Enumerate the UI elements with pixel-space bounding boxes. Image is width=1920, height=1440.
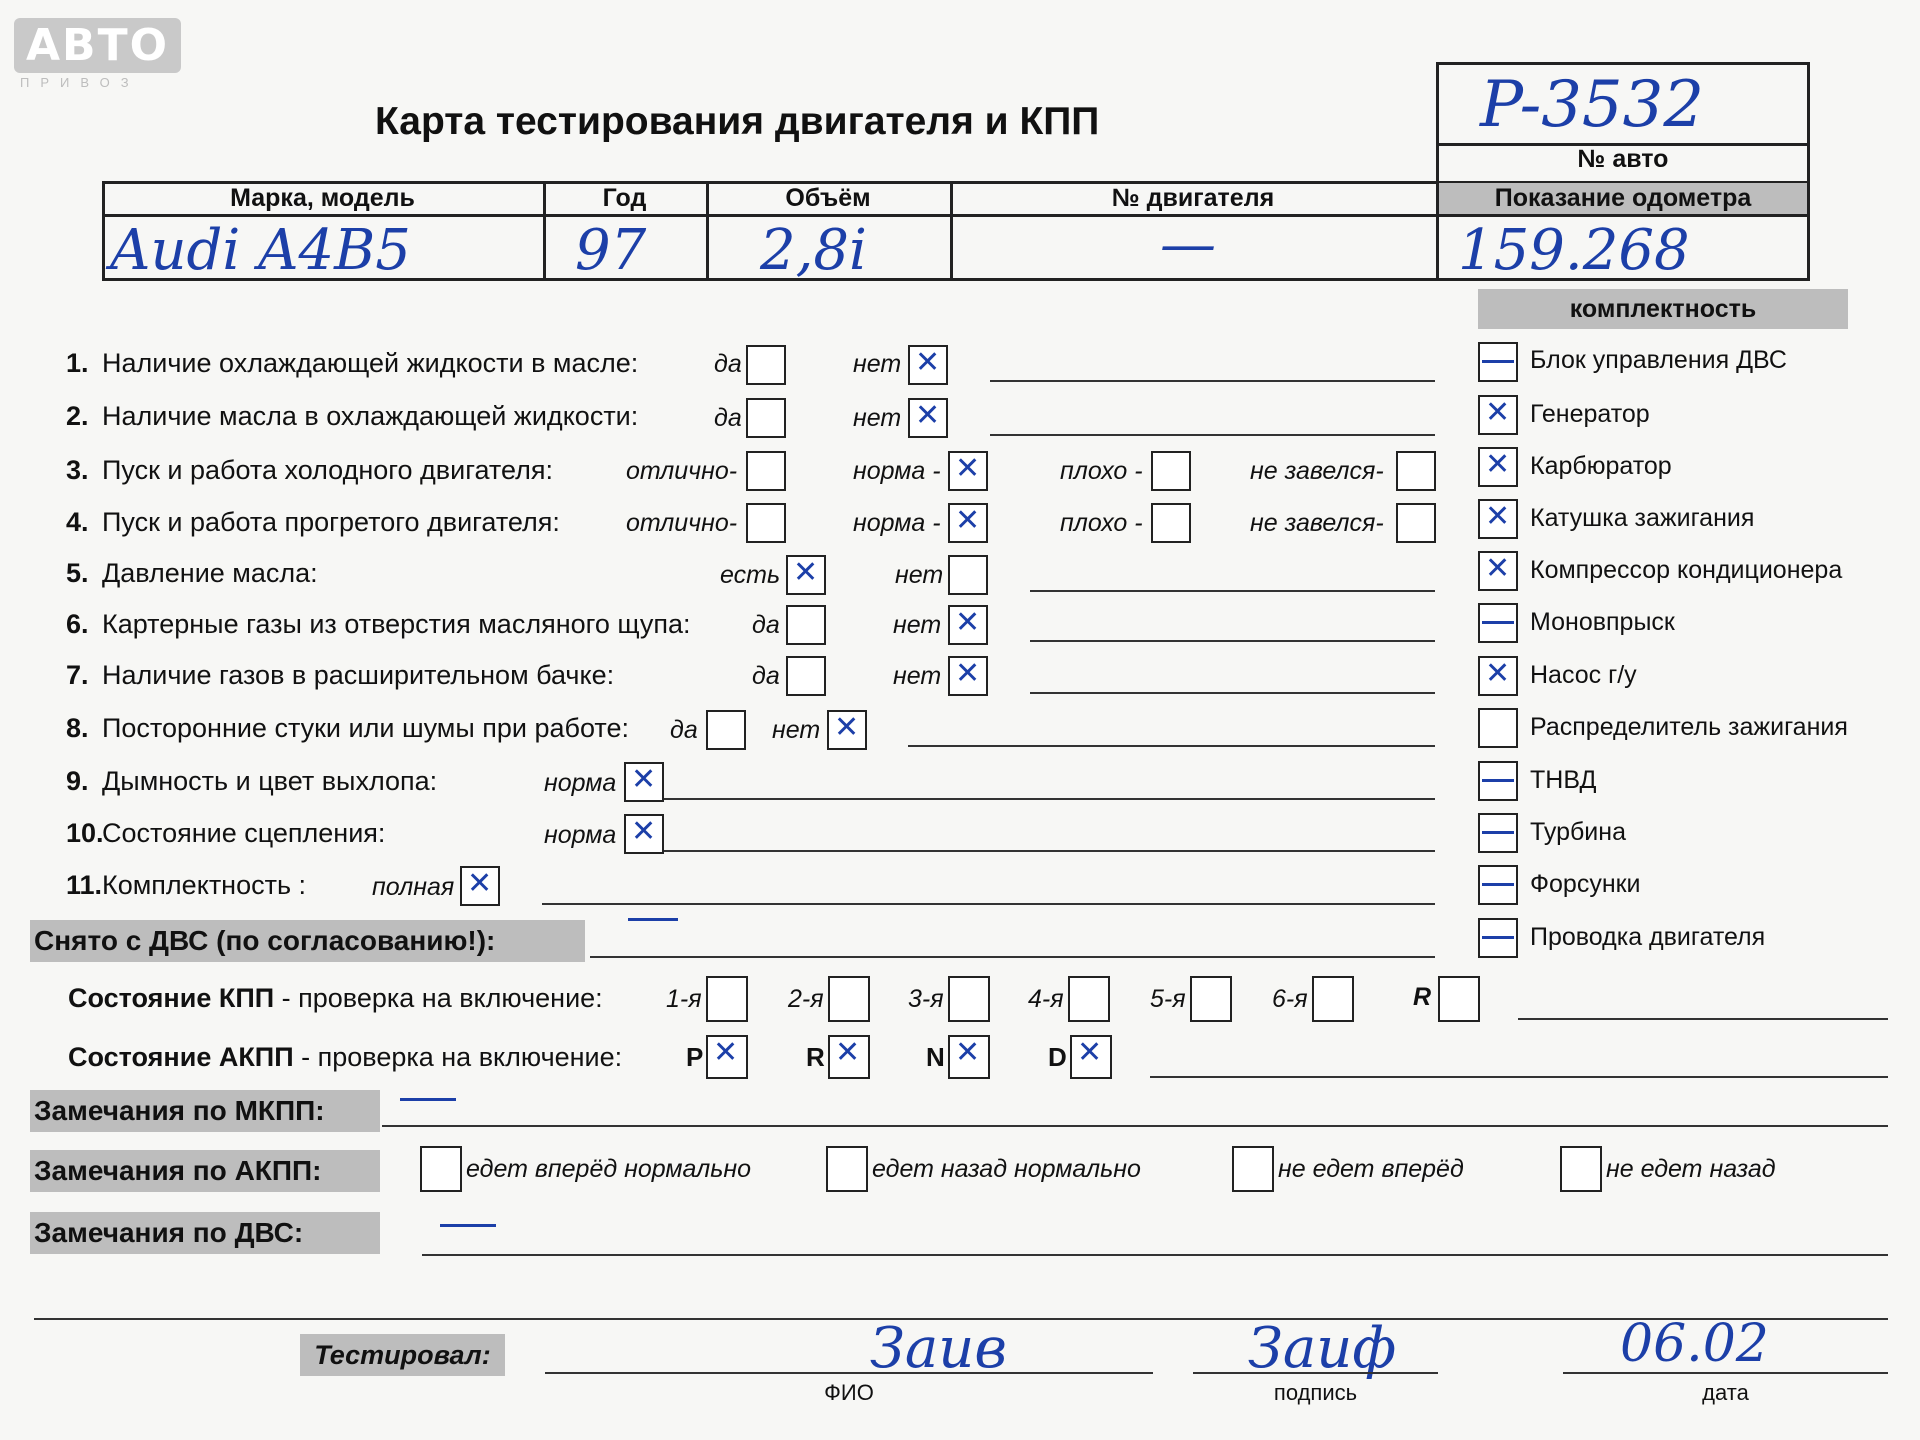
question-6: 6. Картерные газы из отверстия масляного щупа:	[66, 609, 691, 639]
sign-caption: подпись	[1273, 1380, 1358, 1405]
odometer-value: 159.268	[1458, 218, 1690, 283]
q3-bad-checkbox[interactable]	[1151, 451, 1191, 491]
logo-sub: ПРИВОЗ	[20, 75, 140, 90]
q7-opt-no: нет	[893, 662, 942, 690]
q8-opt-no: нет	[772, 716, 821, 744]
year-label: Год	[602, 184, 647, 212]
q8-yes-checkbox[interactable]	[706, 710, 746, 750]
q10-normal-checkbox[interactable]	[624, 814, 664, 854]
q1-yes-checkbox[interactable]	[746, 345, 786, 385]
akpp-r-checkbox[interactable]	[828, 1035, 870, 1079]
comp-distributor-checkbox[interactable]	[1478, 708, 1518, 748]
akpp-no-reverse-checkbox[interactable]	[1560, 1146, 1602, 1192]
q4-bad-checkbox[interactable]	[1151, 503, 1191, 543]
akpp-label: Состояние АКПП - проверка на включение:	[68, 1042, 623, 1072]
gear-5-checkbox[interactable]	[1190, 976, 1232, 1022]
q11-opt-full: полная	[372, 873, 455, 901]
fio-caption: ФИО	[824, 1380, 874, 1405]
comp-ac-compressor-label: Компрессор кондиционера	[1530, 556, 1843, 584]
tested-date: 06.02	[1620, 1314, 1769, 1374]
q9-normal-checkbox[interactable]	[624, 762, 664, 802]
date-caption: дата	[1702, 1380, 1749, 1405]
q8-opt-yes: да	[670, 716, 698, 744]
remarks-dvs-label: Замечания по ДВС:	[30, 1212, 380, 1254]
question-1: 1. Наличие охлаждающей жидкости в масле:	[66, 348, 639, 378]
akpp-reverse-ok-label: едет назад нормально	[872, 1155, 1141, 1183]
comp-injectors-checkbox[interactable]	[1478, 865, 1518, 905]
tested-signature: Заиф	[1248, 1316, 1397, 1381]
engine-number-value: —	[1160, 212, 1216, 277]
q1-opt-yes: да	[714, 350, 742, 378]
q3-opt-bad: плохо -	[1060, 457, 1143, 485]
akpp-r-label: R	[806, 1042, 825, 1072]
akpp-no-forward-label: не едет вперёд	[1278, 1155, 1464, 1183]
gear-4-label: 4-я	[1028, 985, 1064, 1013]
akpp-forward-ok-label: едет вперёд нормально	[466, 1155, 752, 1183]
q2-opt-yes: да	[714, 404, 742, 432]
question-9: 9. Дымность и цвет выхлопа:	[66, 766, 438, 796]
logo	[14, 18, 181, 90]
question-11: 11.Комплектность :	[66, 870, 307, 900]
q3-excellent-checkbox[interactable]	[746, 451, 786, 491]
gear-r-label: R	[1413, 983, 1432, 1011]
comp-tnvd-checkbox[interactable]	[1478, 761, 1518, 801]
q5-yes-checkbox[interactable]	[786, 555, 826, 595]
akpp-p-checkbox[interactable]	[706, 1035, 748, 1079]
make-label: Марка, модель	[230, 184, 415, 212]
q2-yes-checkbox[interactable]	[746, 398, 786, 438]
q7-no-checkbox[interactable]	[948, 656, 988, 696]
document-title: Карта тестирования двигателя и КПП	[375, 100, 1100, 143]
q2-no-checkbox[interactable]	[908, 398, 948, 438]
q6-no-checkbox[interactable]	[948, 605, 988, 645]
remarks-akpp-label: Замечания по АКПП:	[30, 1150, 380, 1192]
q7-opt-yes: да	[752, 662, 780, 690]
question-8: 8. Посторонние стуки или шумы при работе:	[66, 713, 629, 743]
comp-wiring-checkbox[interactable]	[1478, 918, 1518, 958]
comp-monoinjection-checkbox[interactable]	[1478, 603, 1518, 643]
logo-main: АВТО	[14, 18, 181, 73]
gear-2-checkbox[interactable]	[828, 976, 870, 1022]
kpp-label: Состояние КПП - проверка на включение:	[68, 983, 603, 1013]
tested-name: Заив	[870, 1316, 1007, 1381]
q9-opt-normal: норма	[544, 769, 617, 797]
gear-1-label: 1-я	[666, 985, 702, 1013]
q4-opt-normal: норма -	[853, 509, 941, 537]
comp-monoinjection-label: Моновпрыск	[1530, 608, 1675, 636]
akpp-p-label: P	[686, 1042, 704, 1072]
question-7: 7. Наличие газов в расширительном бачке:	[66, 660, 615, 690]
comp-coil-label: Катушка зажигания	[1530, 504, 1755, 532]
q3-normal-checkbox[interactable]	[948, 451, 988, 491]
question-3: 3. Пуск и работа холодного двигателя:	[66, 455, 553, 485]
gear-6-label: 6-я	[1272, 985, 1308, 1013]
q4-nostart-checkbox[interactable]	[1396, 503, 1436, 543]
remarks-mkpp-label: Замечания по МКПП:	[30, 1090, 380, 1132]
comp-generator-checkbox[interactable]	[1478, 395, 1518, 435]
comp-coil-checkbox[interactable]	[1478, 499, 1518, 539]
year-value: 97	[575, 218, 647, 283]
q4-normal-checkbox[interactable]	[948, 503, 988, 543]
akpp-d-label: D	[1048, 1042, 1067, 1072]
odometer-label: Показание одометра	[1494, 184, 1752, 212]
q4-excellent-checkbox[interactable]	[746, 503, 786, 543]
akpp-n-checkbox[interactable]	[948, 1035, 990, 1079]
gear-6-checkbox[interactable]	[1312, 976, 1354, 1022]
q1-opt-no: нет	[853, 350, 902, 378]
gear-4-checkbox[interactable]	[1068, 976, 1110, 1022]
comp-turbine-label: Турбина	[1530, 818, 1626, 846]
gear-r-checkbox[interactable]	[1438, 976, 1480, 1022]
q3-nostart-checkbox[interactable]	[1396, 451, 1436, 491]
q3-opt-normal: норма -	[853, 457, 941, 485]
gear-2-label: 2-я	[788, 985, 824, 1013]
gear-3-label: 3-я	[908, 985, 944, 1013]
tested-label: Тестировал:	[300, 1334, 505, 1376]
comp-generator-label: Генератор	[1530, 400, 1650, 428]
q8-no-checkbox[interactable]	[827, 710, 867, 750]
comp-ecu-label: Блок управления ДВС	[1530, 346, 1787, 374]
q4-opt-bad: плохо -	[1060, 509, 1143, 537]
question-2: 2. Наличие масла в охлаждающей жидкости:	[66, 401, 639, 431]
akpp-forward-ok-checkbox[interactable]	[420, 1146, 462, 1192]
engine-number-label: № двигателя	[1111, 184, 1275, 212]
q11-full-checkbox[interactable]	[460, 866, 500, 906]
akpp-no-forward-checkbox[interactable]	[1232, 1146, 1274, 1192]
q5-no-checkbox[interactable]	[948, 555, 988, 595]
q1-no-checkbox[interactable]	[908, 345, 948, 385]
akpp-no-reverse-label: не едет назад	[1606, 1155, 1776, 1183]
akpp-n-label: N	[926, 1042, 945, 1072]
q6-opt-yes: да	[752, 611, 780, 639]
q2-opt-no: нет	[853, 404, 902, 432]
akpp-d-checkbox[interactable]	[1070, 1035, 1112, 1079]
akpp-reverse-ok-checkbox[interactable]	[826, 1146, 868, 1192]
make-value: Audi A4B5	[110, 218, 411, 283]
q10-opt-normal: норма	[544, 821, 617, 849]
gear-5-label: 5-я	[1150, 985, 1186, 1013]
comp-turbine-checkbox[interactable]	[1478, 813, 1518, 853]
comp-injectors-label: Форсунки	[1530, 870, 1641, 898]
completeness-title: комплектность	[1478, 289, 1848, 329]
q4-opt-excellent: отлично-	[626, 509, 738, 537]
comp-distributor-label: Распределитель зажигания	[1530, 713, 1848, 741]
gear-3-checkbox[interactable]	[948, 976, 990, 1022]
comp-ps-pump-label: Насос г/у	[1530, 661, 1637, 689]
q3-opt-excellent: отлично-	[626, 457, 738, 485]
question-10: 10.Состояние сцепления:	[66, 818, 386, 848]
comp-carburetor-label: Карбюратор	[1530, 452, 1672, 480]
question-4: 4. Пуск и работа прогретого двигателя:	[66, 507, 560, 537]
q6-opt-no: нет	[893, 611, 942, 639]
q6-yes-checkbox[interactable]	[786, 605, 826, 645]
comp-ecu-checkbox[interactable]	[1478, 342, 1518, 382]
car-number-value: P-3532	[1480, 68, 1705, 142]
q5-opt-yes: есть	[720, 561, 781, 589]
question-5: 5. Давление масла:	[66, 558, 318, 588]
q4-opt-nostart: не завелся-	[1250, 509, 1384, 537]
q5-opt-no: нет	[895, 561, 944, 589]
comp-wiring-label: Проводка двигателя	[1530, 923, 1766, 951]
car-number-label: № авто	[1577, 145, 1669, 173]
comp-carburetor-checkbox[interactable]	[1478, 447, 1518, 487]
gear-1-checkbox[interactable]	[706, 976, 748, 1022]
removed-label: Снято с ДВС (по согласованию!):	[30, 920, 585, 962]
comp-ps-pump-checkbox[interactable]	[1478, 656, 1518, 696]
comp-tnvd-label: ТНВД	[1530, 766, 1597, 794]
volume-value: 2,8i	[760, 218, 867, 283]
q7-yes-checkbox[interactable]	[786, 656, 826, 696]
comp-ac-compressor-checkbox[interactable]	[1478, 551, 1518, 591]
q3-opt-nostart: не завелся-	[1250, 457, 1384, 485]
volume-label: Объём	[785, 184, 871, 212]
